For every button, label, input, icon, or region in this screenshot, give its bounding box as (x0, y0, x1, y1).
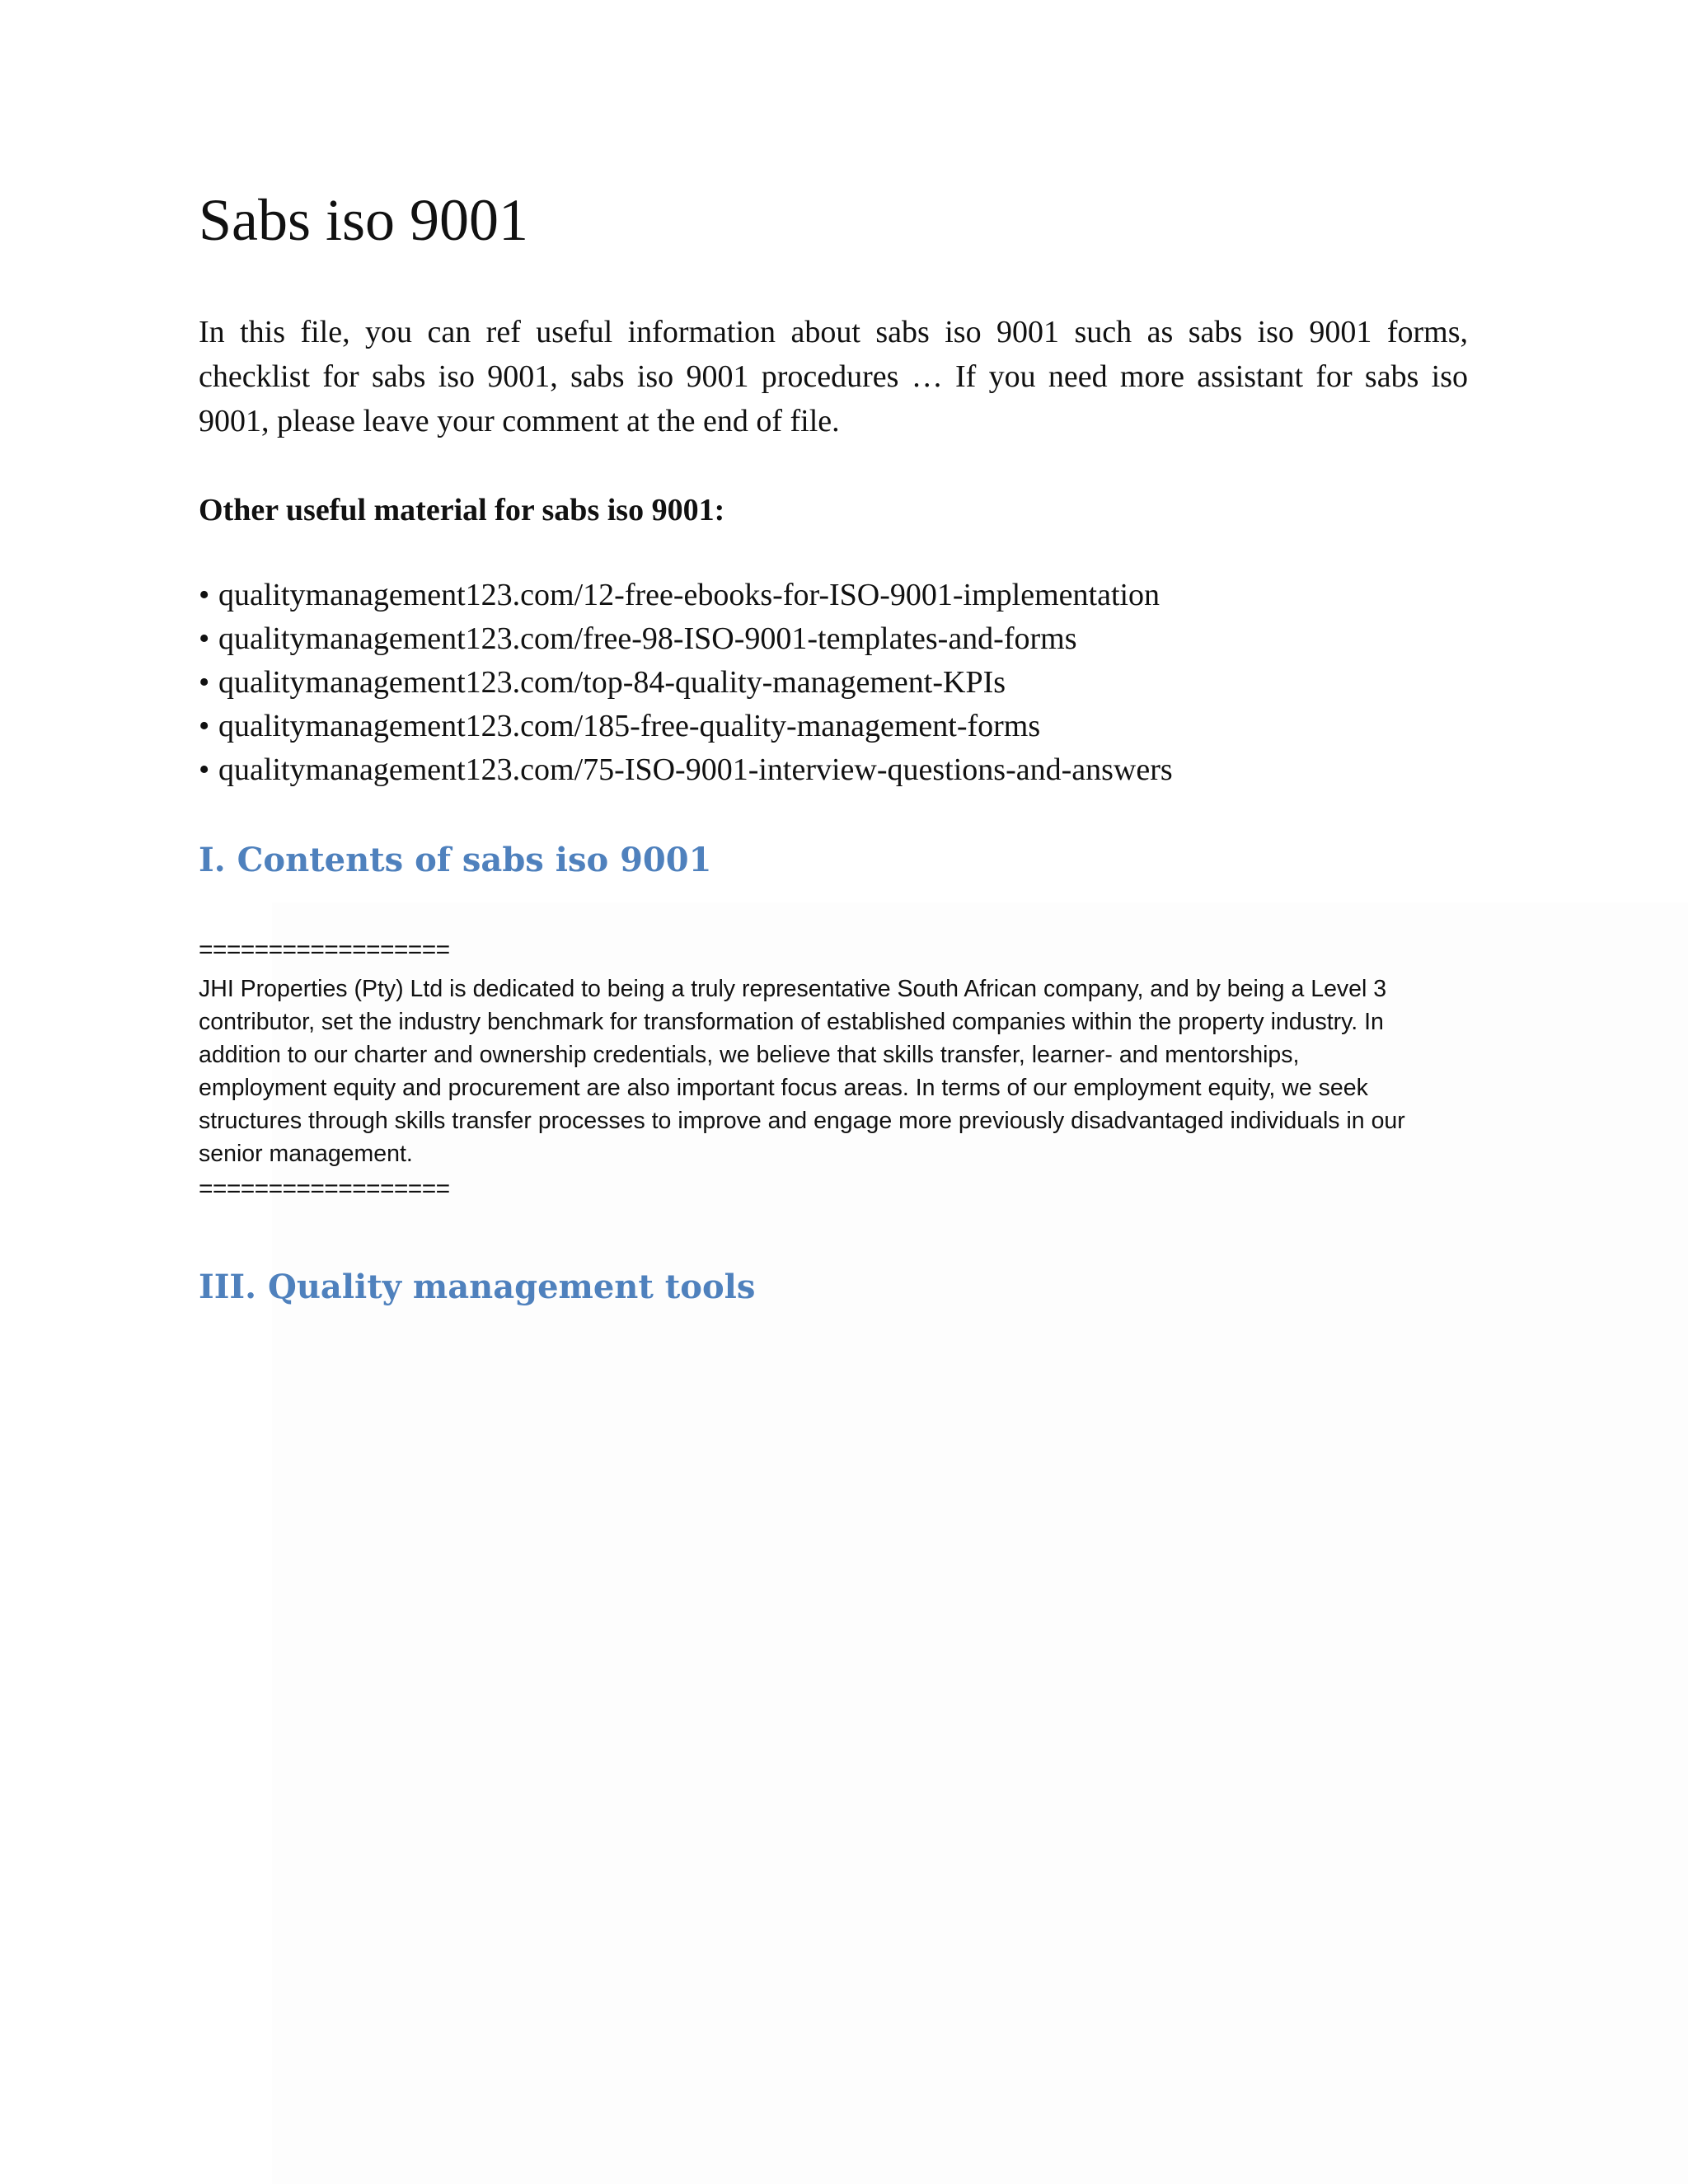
link-text[interactable]: qualitymanagement123.com/free-98-ISO-9001-templates-and-forms (218, 621, 1077, 656)
separator-line: ================== (199, 1175, 450, 1202)
link-text[interactable]: qualitymanagement123.com/75-ISO-9001-interview-questions-and-answers (218, 752, 1173, 787)
intro-line: 9001, please leave your comment at the end of file. (199, 404, 840, 438)
list-item (199, 705, 1173, 748)
list-item (199, 661, 1173, 705)
bullet-icon: • (199, 752, 210, 787)
separator-line: ================== (199, 936, 450, 963)
contents-line: JHI Properties (Pty) Ltd is dedicated to being a truly representative South African company, and by being a Level 3 (199, 976, 1387, 1002)
list-item (199, 617, 1173, 661)
contents-line: employment equity and procurement are also important focus areas. In terms of our employment equity, we seek (199, 1075, 1368, 1101)
contents-line: addition to our charter and ownership credentials, we believe that skills transfer, learner- and mentorships, (199, 1042, 1300, 1068)
contents-line: structures through skills transfer processes to improve and engage more previously disadvantaged individuals in our (199, 1108, 1405, 1134)
bullet-icon: • (199, 578, 210, 612)
useful-links-list (199, 574, 1173, 792)
intro-line: checklist for sabs iso 9001, sabs iso 9001 procedures … If you need more assistant for sabs iso (199, 359, 1468, 394)
link-text[interactable]: qualitymanagement123.com/185-free-quality-management-forms (218, 709, 1041, 743)
bullet-icon: • (199, 665, 210, 700)
intro-line: In this file, you can ref useful information about sabs iso 9001 such as sabs iso 9001 forms, (199, 315, 1468, 349)
list-item (199, 748, 1173, 792)
intro-paragraph (199, 310, 1468, 443)
other-material-heading: Other useful material for sabs iso 9001: (199, 493, 725, 527)
section-heading-quality-tools: III. Quality management tools (199, 1268, 756, 1306)
document-title: Sabs iso 9001 (199, 187, 529, 253)
list-item (199, 574, 1173, 617)
bullet-icon: • (199, 709, 210, 743)
contents-paragraph (199, 972, 1480, 1170)
contents-line: contributor, set the industry benchmark for transformation of established companies within the property industry. In (199, 1009, 1384, 1035)
bullet-icon: • (199, 621, 210, 656)
section-heading-contents: I. Contents of sabs iso 9001 (199, 841, 712, 879)
link-text[interactable]: qualitymanagement123.com/top-84-quality-management-KPIs (218, 665, 1006, 700)
link-text[interactable]: qualitymanagement123.com/12-free-ebooks-for-ISO-9001-implementation (218, 578, 1160, 612)
contents-line: senior management. (199, 1141, 413, 1167)
